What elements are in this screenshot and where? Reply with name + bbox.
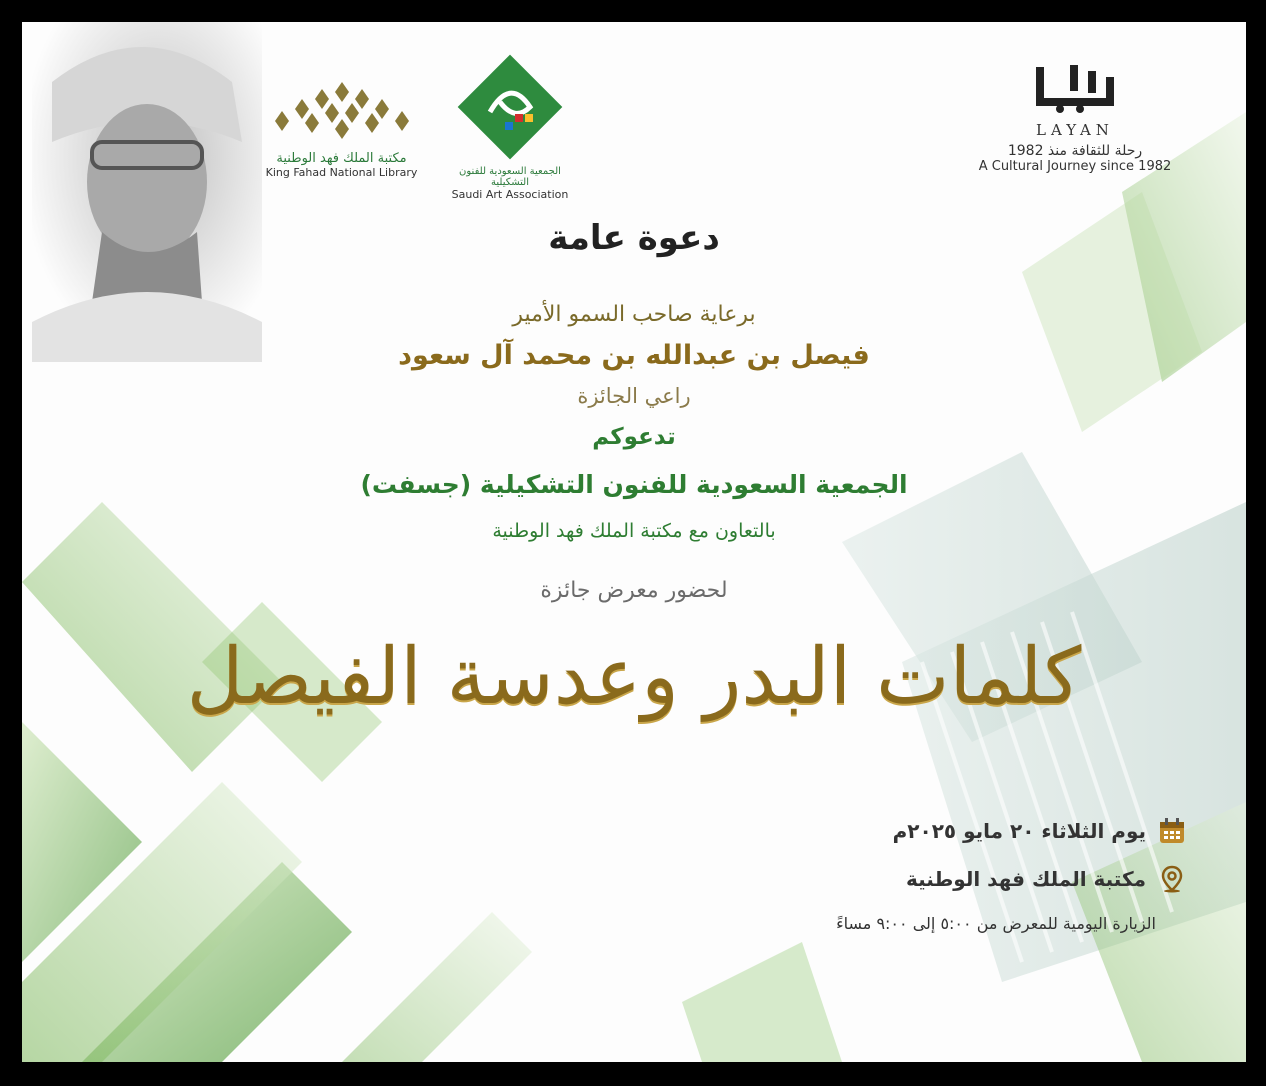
saa-logo bbox=[450, 52, 570, 201]
attend-line: لحضور معرض جائزة bbox=[540, 578, 728, 603]
kfnl-logo bbox=[254, 77, 429, 179]
event-hours: الزيارة اليومية للمعرض من ٥:٠٠ إلى ٩:٠٠ مساءً bbox=[836, 914, 1156, 933]
layan-logo bbox=[970, 57, 1180, 174]
collaboration-line: بالتعاون مع مكتبة الملك فهد الوطنية bbox=[492, 520, 776, 542]
kfnl-emblem-icon bbox=[257, 77, 427, 147]
invitation-title: دعوة عامة bbox=[548, 218, 720, 258]
invite-line: تدعوكم bbox=[592, 424, 676, 450]
association-name: الجمعية السعودية للفنون التشكيلية (جسفت) bbox=[360, 470, 908, 499]
award-name-calligraphy: كلمات البدر وعدسة الفيصل bbox=[186, 632, 1082, 722]
prince-name: فيصل بن عبدالله بن محمد آل سعود bbox=[398, 340, 870, 371]
saa-emblem-icon bbox=[455, 52, 565, 162]
layan-logo-arabic: رحلة للثقافة منذ 1982 bbox=[1007, 143, 1143, 159]
invitation-card bbox=[22, 22, 1246, 1062]
calendar-icon bbox=[1158, 817, 1186, 845]
event-date-row bbox=[893, 817, 1186, 845]
kfnl-logo-english: King Fahad National Library bbox=[265, 166, 418, 179]
kfnl-logo-arabic: مكتبة الملك فهد الوطنية bbox=[276, 151, 407, 166]
layan-logo-english: A Cultural Journey since 1982 bbox=[978, 159, 1172, 174]
patron-role: راعي الجائزة bbox=[577, 384, 691, 408]
layan-logo-word: LAYAN bbox=[1036, 121, 1114, 139]
event-venue: مكتبة الملك فهد الوطنية bbox=[906, 867, 1146, 891]
saa-logo-arabic: الجمعية السعودية للفنون التشكيلية bbox=[459, 166, 561, 188]
location-pin-icon bbox=[1158, 865, 1186, 893]
event-venue-row bbox=[906, 865, 1186, 893]
event-hours-row bbox=[836, 914, 1156, 933]
patron-line: برعاية صاحب السمو الأمير bbox=[512, 302, 756, 327]
layan-emblem-icon bbox=[1030, 57, 1120, 115]
saa-logo-english: Saudi Art Association bbox=[451, 188, 569, 201]
event-date: يوم الثلاثاء ٢٠ مايو ٢٠٢٥م bbox=[892, 819, 1146, 843]
